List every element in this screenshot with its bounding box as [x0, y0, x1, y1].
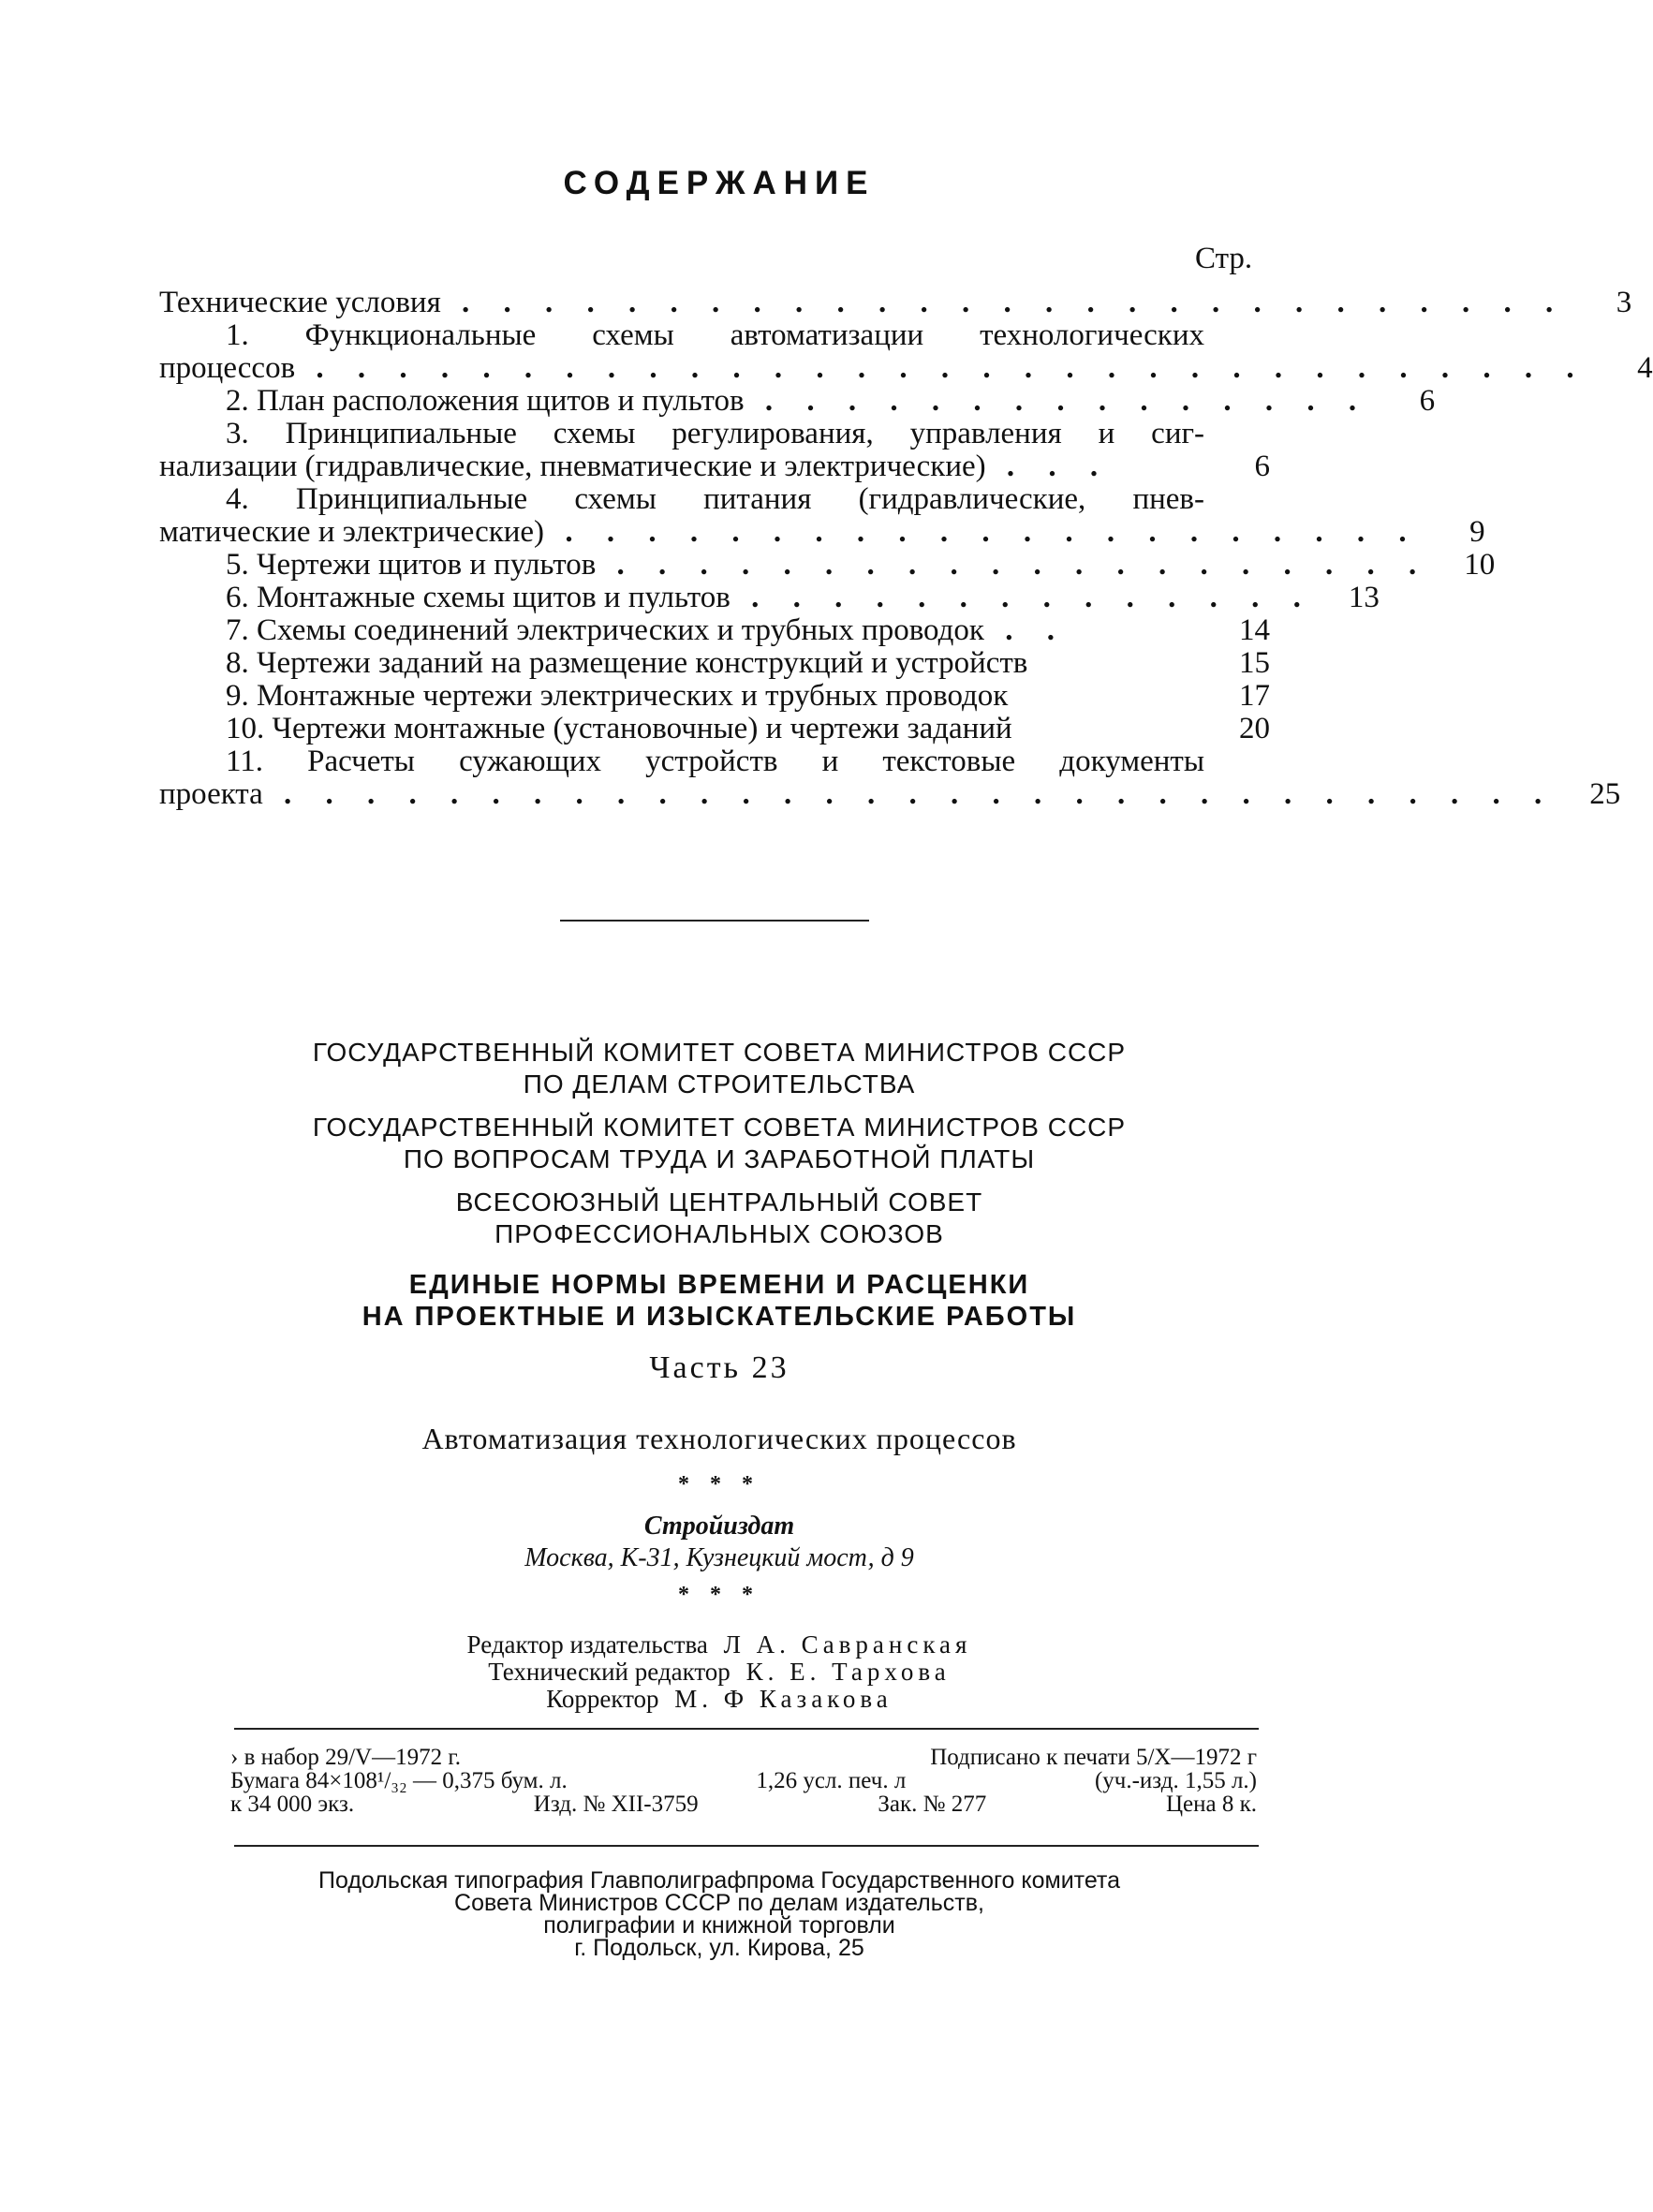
imprint-circulation: к 34 000 экз. — [230, 1792, 355, 1817]
toc-entry-text: 5. Чертежи щитов и пультов — [226, 548, 597, 582]
toc-entry[interactable] — [159, 418, 1270, 450]
credit-name: К. Е. Тархова — [745, 1658, 951, 1686]
imprint-block — [230, 1746, 1257, 1816]
toc-page-number: 13 — [1348, 581, 1380, 614]
toc-entry[interactable]: нализации (гидравлические, пневматические и электрические) . . . 6 — [159, 450, 1270, 483]
toc-page-number: 15 — [1239, 646, 1270, 680]
toc-entry-text: 3. Принципиальные схемы регулирования, управления и сиг- — [226, 417, 1204, 450]
toc-entry[interactable] — [159, 647, 1270, 680]
organization-line: ГОСУДАРСТВЕННЫЙ КОМИТЕТ СОВЕТА МИНИСТРОВ СССР — [312, 1113, 1127, 1142]
toc-entry-text: нализации (гидравлические, пневматические и электрические) — [159, 450, 986, 483]
credit-name: Л А. Савранская — [723, 1630, 972, 1659]
table-of-contents — [159, 286, 1653, 811]
credit-row — [0, 1631, 1439, 1659]
toc-page-number: 20 — [1239, 712, 1270, 745]
imprint-typesetting: › в набор 29/V—1972 г. — [230, 1745, 462, 1770]
organization-line: ВСЕСОЮЗНЫЙ ЦЕНТРАЛЬНЫЙ СОВЕТ — [455, 1187, 983, 1217]
printer-line: г. Подольск, ул. Кирова, 25 — [574, 1935, 864, 1961]
toc-page-number: 6 — [1419, 384, 1436, 418]
ornament-separator: * * * — [678, 1472, 760, 1497]
publication-subject: Автоматизация технологических процессов — [421, 1422, 1017, 1455]
publisher-address: Москва, К-31, Кузнецкий мост, д 9 — [524, 1543, 914, 1572]
toc-entry[interactable] — [159, 713, 1270, 745]
toc-entry-text: 10. Чертежи монтажные (установочные) и чертежи заданий — [226, 712, 1012, 745]
toc-page-number: 4 — [1637, 351, 1653, 385]
organization-line: ГОСУДАРСТВЕННЫЙ КОМИТЕТ СОВЕТА МИНИСТРОВ СССР — [312, 1038, 1127, 1067]
printer-info — [0, 1869, 1439, 1959]
toc-page-number: 25 — [1589, 777, 1621, 811]
toc-entry-text: 6. Монтажные схемы щитов и пультов — [226, 581, 731, 614]
toc-entry[interactable] — [159, 483, 1270, 516]
toc-entry[interactable]: 5. Чертежи щитов и пультов . . . . . . . . . . . . . . . . . . . . 10 — [226, 548, 1496, 582]
toc-entry[interactable]: 7. Схемы соединений электрических и трубных проводок . . 14 — [226, 613, 1270, 647]
toc-page-number: 3 — [1616, 286, 1632, 319]
printer-line: Совета Министров СССР по делам издательств, — [454, 1890, 984, 1916]
toc-page-number: 6 — [1254, 450, 1270, 483]
imprint-row — [230, 1792, 1257, 1816]
toc-entry[interactable]: 6. Монтажные схемы щитов и пультов . . . . . . . . . . . . . . 13 — [226, 581, 1380, 614]
toc-entry-text: 2. План расположения щитов и пультов — [226, 384, 745, 418]
toc-entry-text: процессов — [159, 351, 296, 385]
toc-entry-text: Технические условия — [159, 286, 441, 319]
imprint-order-number: Зак. № 277 — [878, 1792, 987, 1817]
credit-role: Редактор издательства — [466, 1630, 708, 1659]
section-divider — [560, 920, 869, 922]
toc-entry[interactable] — [159, 319, 1270, 352]
toc-entry[interactable]: проекта . . . . . . . . . . . . . . . . . . . . . . . . . . . . . . . 25 — [159, 777, 1621, 811]
toc-entry-text: 4. Принципиальные схемы питания (гидравлические, пнев- — [226, 482, 1204, 516]
imprint-paper: Бумага 84×108¹/₃₂ — 0,375 бум. л. — [230, 1768, 568, 1793]
toc-entry-text: 8. Чертежи заданий на размещение конструкций и устройств — [226, 646, 1028, 680]
imprint-price: Цена 8 к. — [1165, 1792, 1257, 1817]
imprint-row — [230, 1769, 1257, 1792]
toc-entry-text: матические и электрические) — [159, 515, 545, 549]
organization-line: ПРОФЕССИОНАЛЬНЫХ СОЮЗОВ — [494, 1219, 944, 1248]
page-column-label: Стр. — [1195, 242, 1253, 275]
toc-entry[interactable]: процессов . . . . . . . . . . . . . . . . . . . . . . . . . . . . . . . 4 — [159, 351, 1653, 385]
publication-title-line2: НА ПРОЕКТНЫЕ И ИЗЫСКАТЕЛЬСКИЕ РАБОТЫ — [362, 1302, 1077, 1332]
toc-entry-text: 9. Монтажные чертежи электрических и трубных проводок — [226, 679, 1009, 713]
publication-title-line1: ЕДИНЫЕ НОРМЫ ВРЕМЕНИ И РАСЦЕНКИ — [408, 1270, 1030, 1300]
toc-entry[interactable]: 2. План расположения щитов и пультов . . . . . . . . . . . . . . . 6 — [226, 384, 1436, 418]
part-number: Часть 23 — [649, 1350, 790, 1385]
imprint-signed: Подписано к печати 5/X—1972 г — [930, 1745, 1257, 1770]
imprint-row — [230, 1746, 1257, 1769]
credit-name: М. Ф Казакова — [674, 1685, 893, 1713]
imprint-edition-number: Изд. № XII-3759 — [533, 1792, 699, 1817]
toc-entry-text: проекта — [159, 777, 263, 811]
credit-row — [0, 1686, 1439, 1713]
publisher-name: Стройиздат — [643, 1512, 795, 1541]
toc-entry[interactable] — [159, 680, 1270, 713]
ornament-separator: * * * — [678, 1583, 760, 1607]
imprint-printed-sheets: 1,26 усл. печ. л — [756, 1768, 907, 1793]
organization-line: ПО ДЕЛАМ СТРОИТЕЛЬСТВА — [523, 1069, 916, 1099]
toc-title: СОДЕРЖАНИЕ — [563, 165, 876, 201]
credit-role: Корректор — [546, 1685, 659, 1713]
toc-entry-text: 1. Функциональные схемы автоматизации технологических — [226, 318, 1204, 352]
toc-page-number: 14 — [1239, 613, 1270, 647]
imprint-bottom-rule — [234, 1845, 1259, 1847]
printer-line: полиграфии и книжной торговли — [543, 1912, 895, 1939]
toc-entry[interactable]: матические и электрические) . . . . . . . . . . . . . . . . . . . . . 9 — [159, 515, 1485, 549]
toc-page-number: 17 — [1239, 679, 1270, 713]
imprint-publisher-sheets: (уч.-изд. 1,55 л.) — [1094, 1768, 1257, 1793]
toc-entry[interactable]: Технические условия . . . . . . . . . . . . . . . . . . . . . . . . . . . 3 — [159, 286, 1632, 319]
credit-row — [0, 1659, 1439, 1686]
printer-line: Подольская типография Главполиграфпрома Государственного комитета — [318, 1867, 1120, 1894]
credit-role: Технический редактор — [488, 1658, 731, 1686]
imprint-top-rule — [234, 1728, 1259, 1730]
organization-line: ПО ВОПРОСАМ ТРУДА И ЗАРАБОТНОЙ ПЛАТЫ — [403, 1144, 1036, 1173]
toc-page-number: 9 — [1469, 515, 1485, 549]
toc-page-number: 10 — [1464, 548, 1496, 582]
toc-entry-text: 11. Расчеты сужающих устройств и текстовые документы — [226, 745, 1204, 778]
toc-entry-text: 7. Схемы соединений электрических и трубных проводок — [226, 613, 984, 647]
credits — [0, 1631, 1439, 1713]
toc-entry[interactable] — [159, 745, 1270, 778]
